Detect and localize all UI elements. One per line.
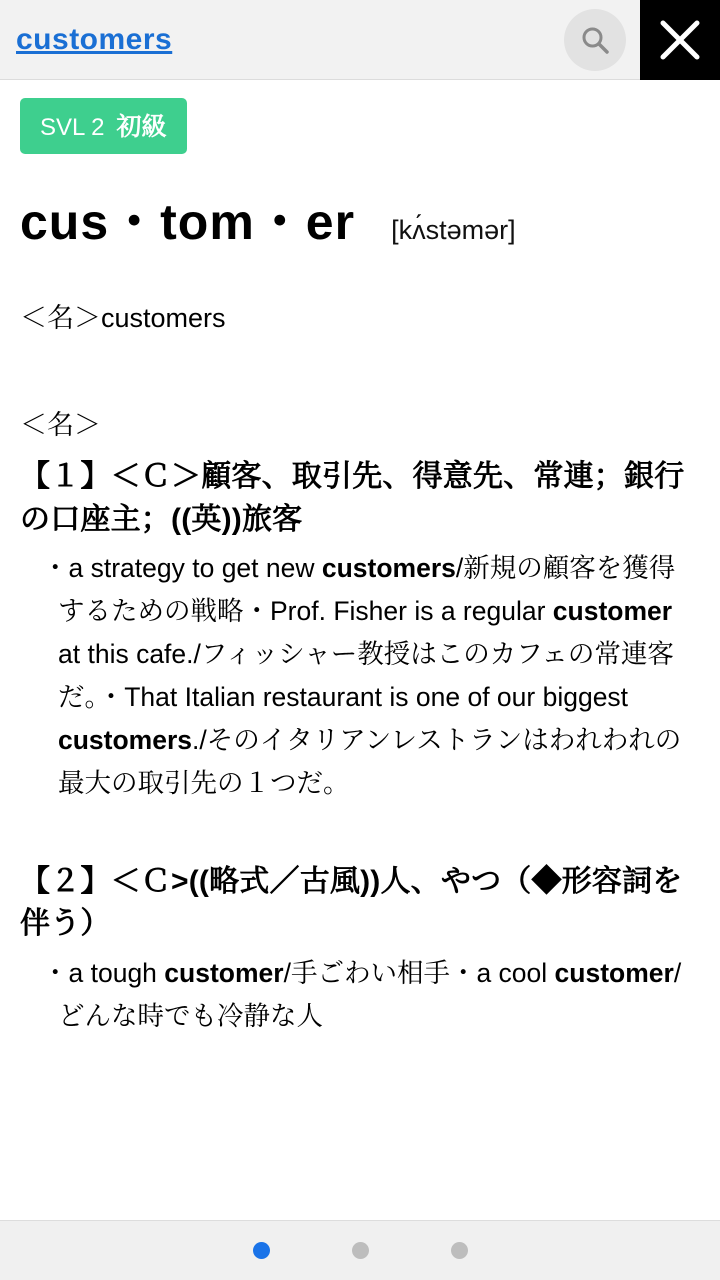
svl-level: 初級 xyxy=(116,113,167,141)
phonetic-transcription: [kʌ́stəmər] xyxy=(391,215,516,245)
svl-label: SVL 2 xyxy=(40,114,105,141)
sense-examples: ・a tough customer/手ごわい相手・a cool customer/どんな時でも冷静な人 xyxy=(42,957,682,1031)
page-title: cus・tom・er xyxy=(20,194,356,250)
pager-dot-1[interactable] xyxy=(253,1242,270,1259)
sense-block-2 xyxy=(20,861,700,1038)
sense-block-1 xyxy=(20,456,700,805)
inflection-line: ＜名＞customers xyxy=(20,303,226,333)
part-of-speech-heading: ＜名＞ xyxy=(20,410,101,440)
sense-examples: ・a strategy to get new customers/新規の顧客を獲得するための戦略・Prof. Fisher is a regular customer at this cafe./フィッシャー教授はこのカフェの常連客だ。・That Italian restaurant is one of our biggest customers./そのイタリアンレストランはわれわれの最大の取引先の１つだ。 xyxy=(42,553,682,798)
status-badge xyxy=(20,98,187,154)
headword-row xyxy=(20,182,700,254)
pager-bar[interactable] xyxy=(0,1220,720,1280)
header-bar xyxy=(0,0,720,80)
entry-content[interactable] xyxy=(0,80,720,1220)
pager-dot-2[interactable] xyxy=(352,1242,369,1259)
sense-heading: 【２】＜Ｃ>((略式／古風))人、やつ（◆形容詞を伴う） xyxy=(20,864,683,941)
pager-dot-3[interactable] xyxy=(451,1242,468,1259)
close-icon[interactable] xyxy=(640,0,720,80)
sense-heading: 【１】＜Ｃ＞顧客、取引先、得意先、常連；銀行の口座主；((英))旅客 xyxy=(20,460,685,536)
header-word-link[interactable]: customers xyxy=(16,22,173,56)
search-icon[interactable] xyxy=(564,9,626,71)
badge-row xyxy=(20,98,700,154)
